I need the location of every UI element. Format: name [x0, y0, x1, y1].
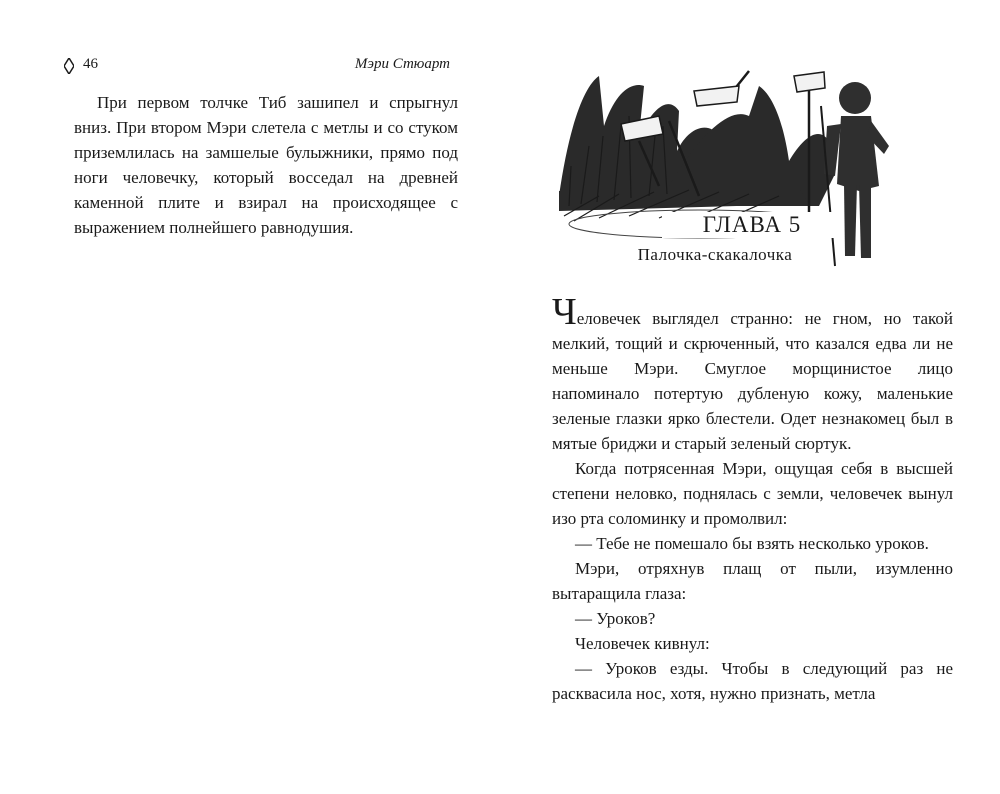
running-head	[64, 56, 450, 80]
paragraph: Человечек выглядел странно: не гном, но такой мелкий, тощий и скрюченный, что казался едва ли не меньше Мэри. Смуглое морщинистое лицо напоминало потертую дубленую кожу, маленькие зеленые глазки ярко блестели. Одет незнакомец был в мятые бриджи и старый зеленый сюртук.	[552, 291, 953, 453]
running-head-author: Мэри Стюарт	[354, 56, 450, 72]
right-page	[500, 0, 1000, 794]
right-body-text	[552, 291, 953, 706]
paragraph: — Уроков езды. Чтобы в следующий раз не расквасила нос, хотя, нужно признать, метла	[552, 659, 953, 703]
paragraph: При первом толчке Тиб зашипел и спрыгнул вниз. При втором Мэри слетела с метлы и со стуком приземлилась на замшелые булыжники, прямо под ноги человечку, который восседал на древней каменной плите и взирал на происходящее с выражением полнейшего равнодушия.	[74, 93, 458, 237]
paragraph: — Тебе не помешало бы взять несколько уроков.	[575, 534, 929, 553]
page-number: 46	[83, 56, 98, 72]
paragraph: Когда потрясенная Мэри, ощущая себя в высшей степени неловко, поднялась с земли, человечек вынул изо рта соломинку и промолвил:	[552, 459, 953, 528]
paragraph: Мэри, отряхнув плащ от пыли, изумленно вытаращила глаза:	[552, 559, 953, 603]
chapter-number: ГЛАВА 5	[662, 212, 842, 238]
paragraph: — Уроков?	[575, 609, 656, 628]
left-body-text	[74, 90, 458, 240]
diamond-ornament-icon	[64, 58, 74, 74]
paragraph: Человечек кивнул:	[575, 634, 710, 653]
chapter-title: Палочка-скакалочка	[600, 245, 830, 265]
